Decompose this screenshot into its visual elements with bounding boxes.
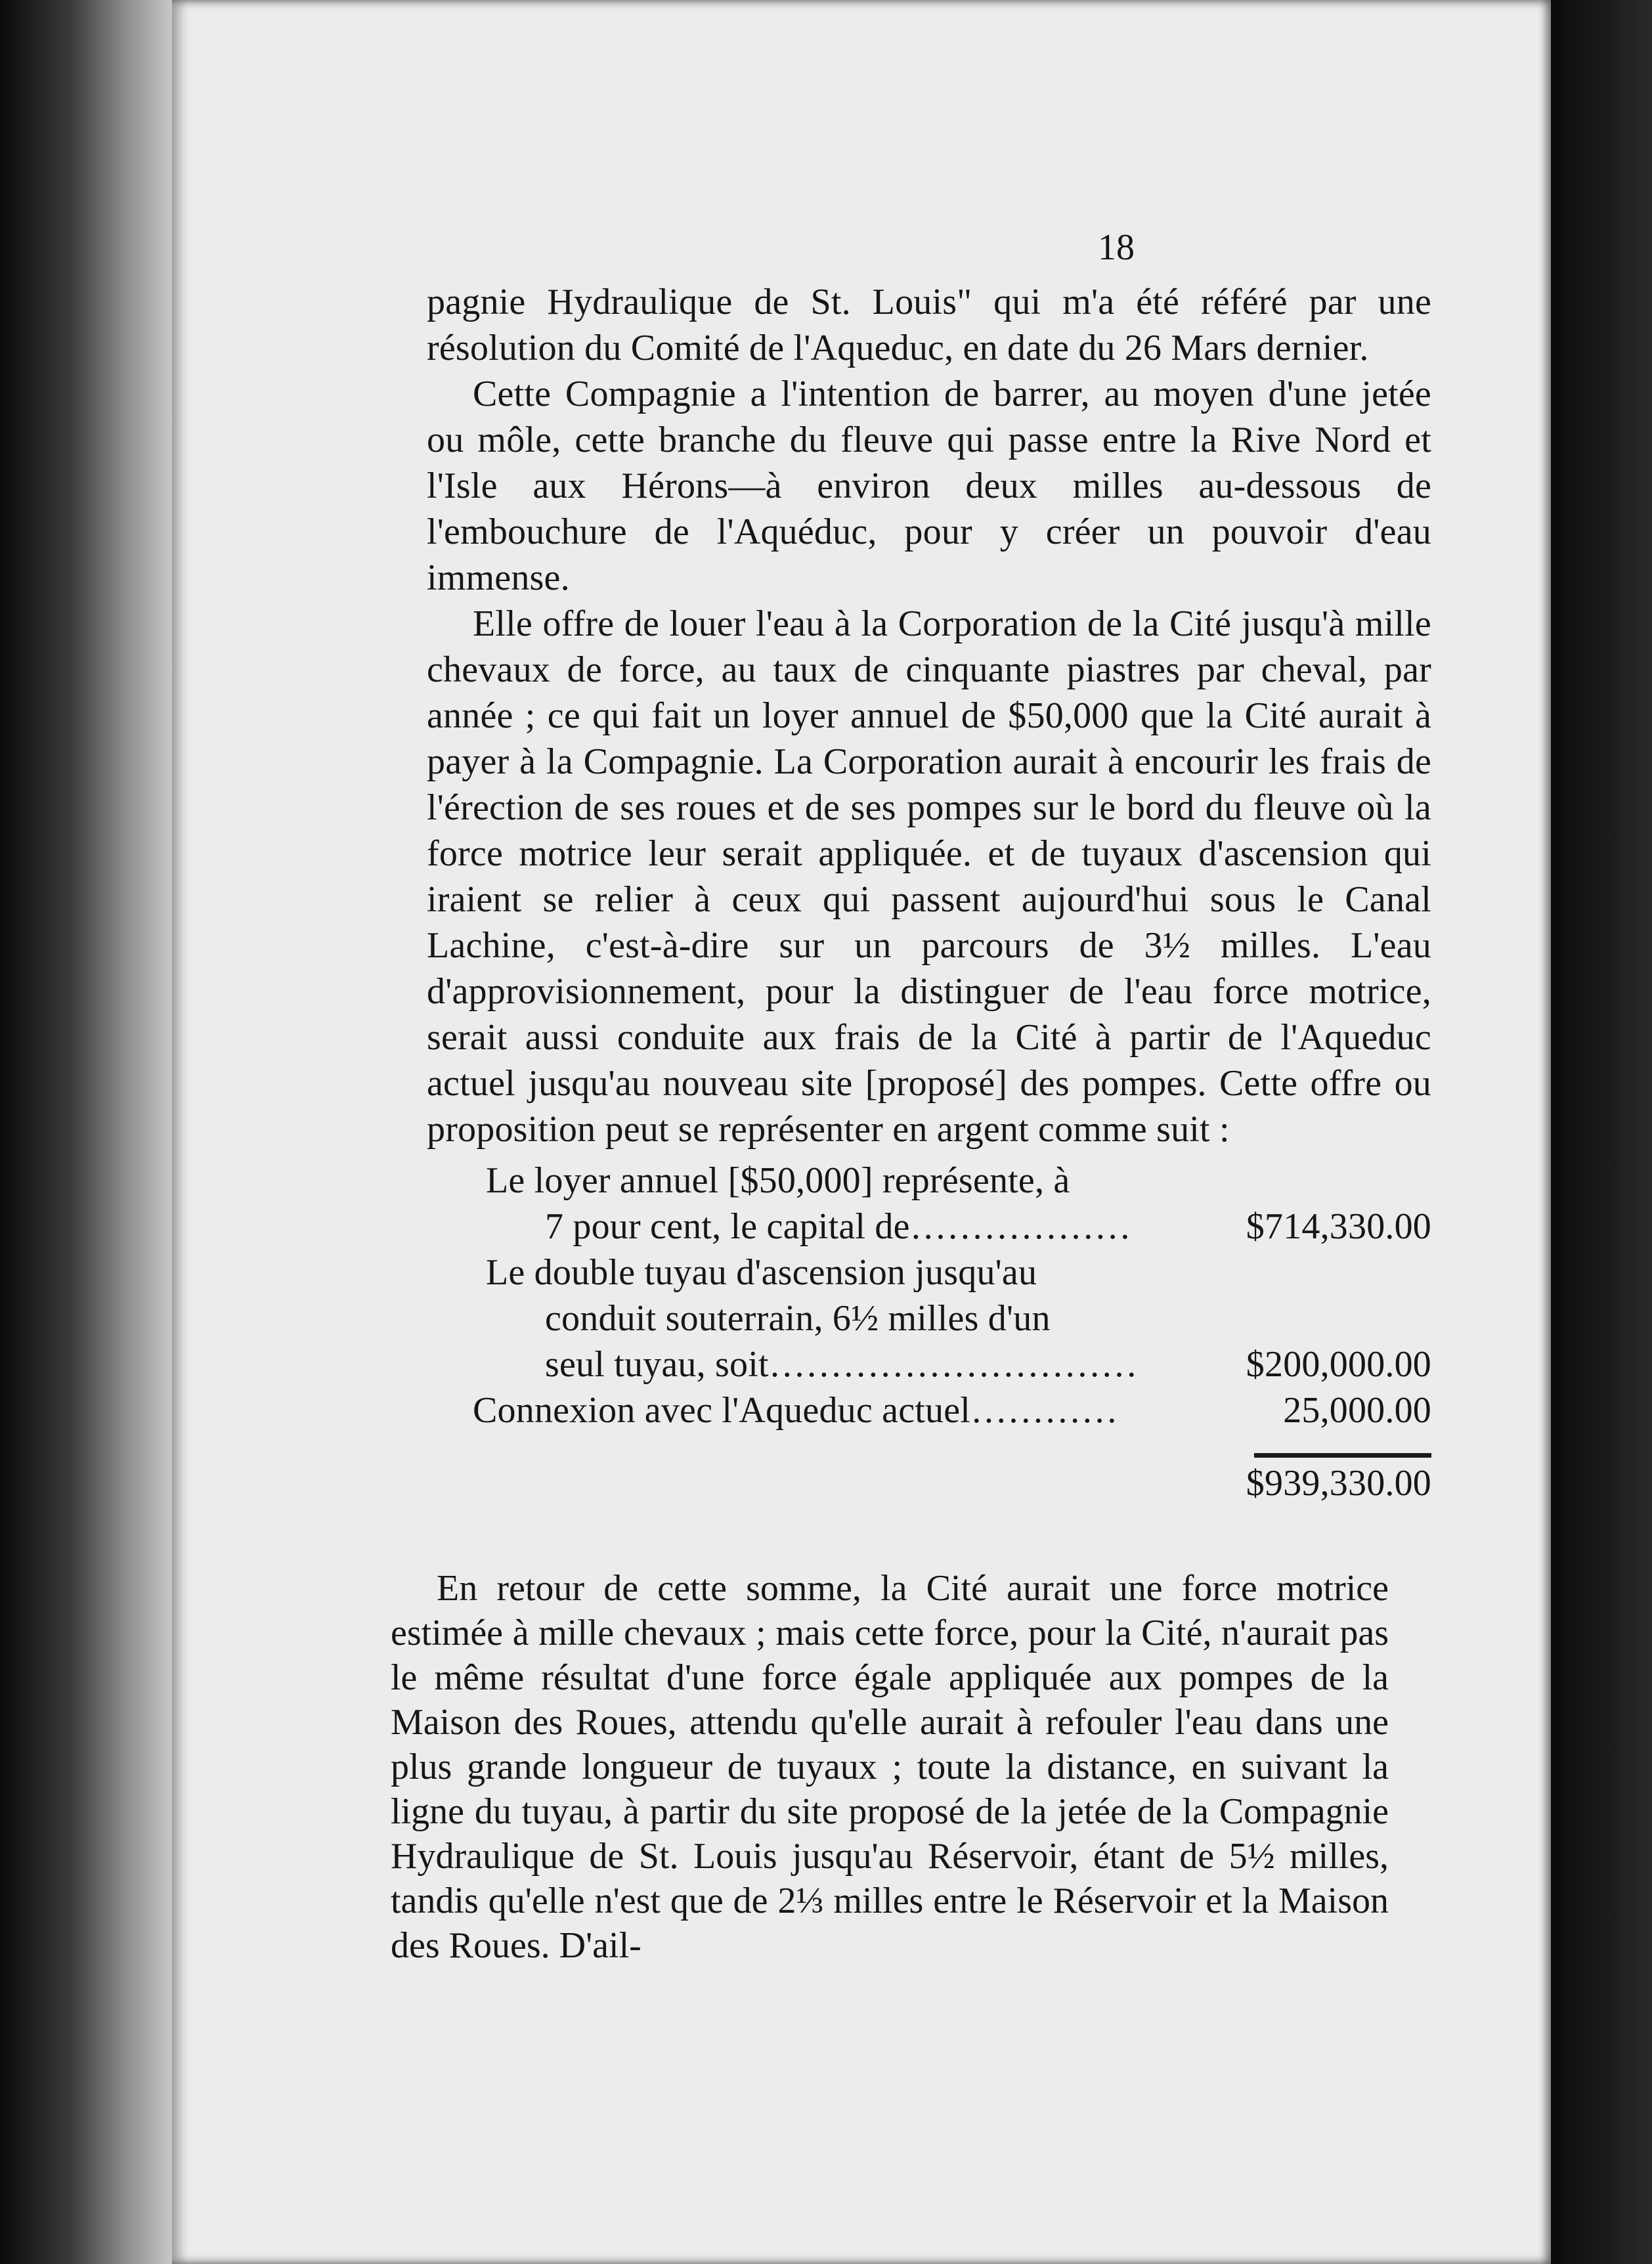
scan-right-edge [1560,0,1652,2264]
page-number: 18 [1098,227,1135,268]
ledger-line: Le double tuyau d'ascension jusqu'au [486,1252,1037,1293]
body-text-bottom [391,1566,1389,1968]
body-text-top [427,279,1431,1506]
ledger-amount: 25,000.00 [1283,1390,1431,1431]
ledger-total: $939,330.00 [1246,1463,1431,1504]
ledger-row [427,1387,1431,1433]
ledger-amount: $200,000.00 [1246,1344,1431,1385]
ledger-row [427,1158,1431,1250]
dot-leader: ………………………… [768,1344,1138,1385]
ledger-line: 7 pour cent, le capital de [545,1206,910,1247]
paragraph-compagnie: Cette Compagnie a l'intention de barrer, au moyen d'une jetée ou môle, cette branche du fleuve qui passe entre la Rive Nord et l'Isle aux Hérons—à environ deux milles au-dessous de l'embouchure de l'Aquéduc, pour y créer un pouvoir d'eau immense. [427,374,1431,598]
ledger-line: conduit souterrain, 6½ milles d'un [545,1298,1051,1339]
total-rule [1254,1453,1431,1458]
paragraph-retour: En retour de cette somme, la Cité aurait une force motrice estimée à mille chevaux ; mais cette force, pour la Cité, n'aurait pas le même résultat d'une force égale appliquée aux pompes de la Maison des Roues, attendu qu'elle aurait à refouler l'eau dans une plus grande longueur de tuyaux ; toute la distance, en suivant la ligne du tuyau, à partir du site proposé de la jetée de la Compagnie Hydraulique de St. Louis jusqu'au Réservoir, étant de 5½ milles, tandis qu'elle n'est que de 2⅓ milles entre le Réservoir et la Maison des Roues. D'ail- [391,1568,1389,1966]
scan-left-edge [0,0,177,2264]
ledger-line: Connexion avec l'Aqueduc actuel [473,1390,971,1431]
paragraph-offre: Elle offre de louer l'eau à la Corporation de la Cité jusqu'à mille chevaux de force, au taux de cinquante piastres par cheval, par année ; ce qui fait un loyer annuel de $50,000 que la Cité aurait à payer à la Compagnie. La Corporation aurait à encourir les frais de l'érection de ses roues et de ses pompes sur le bord du fleuve où la force motrice leur serait appliquée. et de tuyaux d'ascension qui iraient se relier à ceux qui passent aujourd'hui sous le Canal Lachine, c'est-à-dire sur un parcours de 3½ milles. L'eau d'approvisionnement, pour la distinguer de l'eau force motrice, serait aussi conduite aux frais de la Cité à partir de l'Aqueduc actuel jusqu'au nouveau site [proposé] des pompes. Cette offre ou proposition peut se représenter en argent comme suit : [427,603,1431,1150]
ledger-amount: $714,330.00 [1246,1206,1431,1247]
cost-ledger [427,1158,1431,1506]
dot-leader: ……………… [909,1206,1131,1247]
ledger-line: seul tuyau, soit [545,1344,769,1385]
dot-leader: ………… [970,1390,1118,1431]
paragraph-continuation: pagnie Hydraulique de St. Louis" qui m'a été référé par une résolution du Comité de l'Aqueduc, en date du 26 Mars dernier. [427,282,1431,368]
ledger-line: Le loyer annuel [$50,000] représente, à [486,1160,1070,1201]
ledger-row [427,1250,1431,1387]
